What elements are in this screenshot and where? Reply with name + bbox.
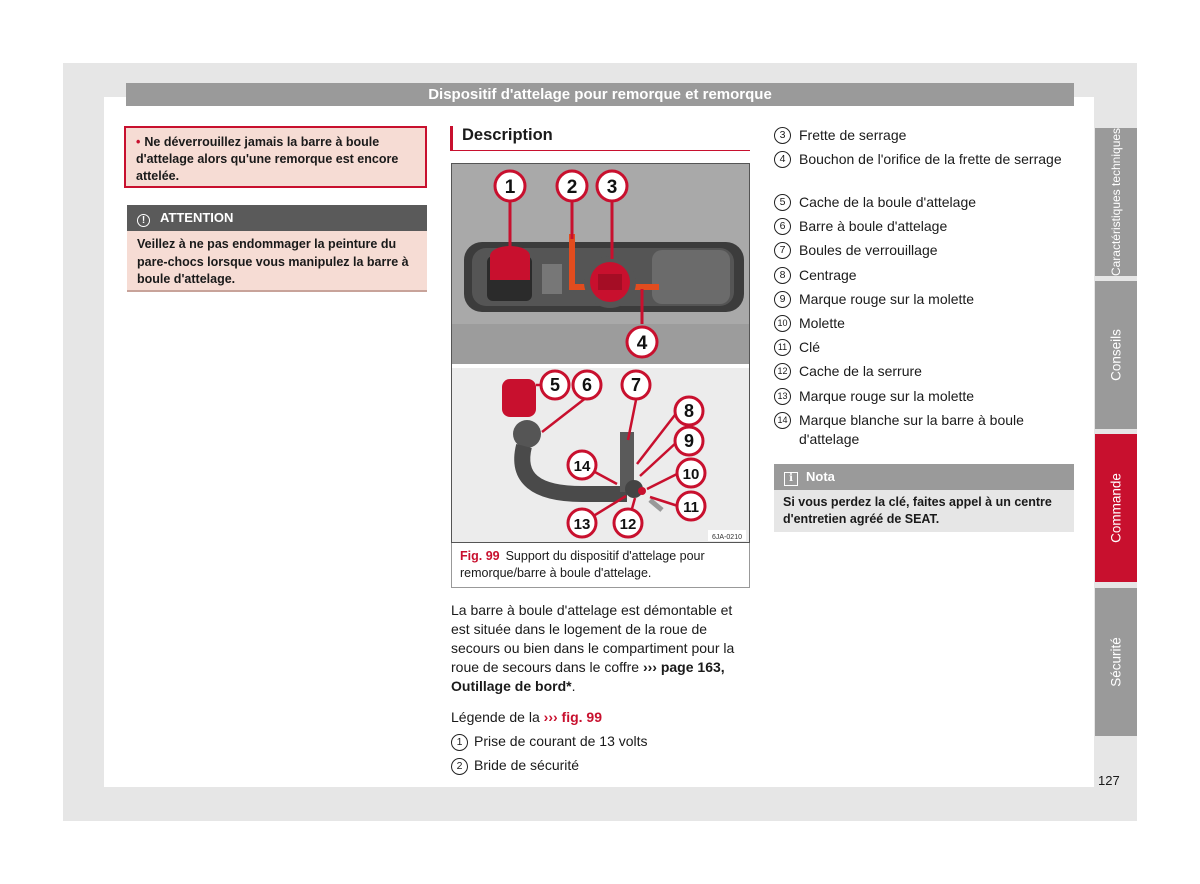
list-item-text: Frette de serrage bbox=[799, 127, 907, 143]
legend-prefix: Légende de la bbox=[451, 709, 540, 725]
figure-link[interactable]: ››› fig. 99 bbox=[543, 709, 602, 725]
note-header bbox=[774, 464, 1074, 490]
callout-5: 5 bbox=[549, 375, 561, 395]
exclamation-icon: ! bbox=[137, 214, 150, 227]
list-item-text: Boules de verrouillage bbox=[799, 242, 938, 258]
list-item-text: Cache de la serrure bbox=[799, 363, 922, 379]
number-badge: 12 bbox=[774, 363, 791, 380]
list-item bbox=[774, 314, 1074, 333]
list-item bbox=[774, 338, 1074, 357]
tab-securite[interactable] bbox=[1095, 588, 1137, 736]
list-item bbox=[774, 387, 1074, 406]
number-badge: 4 bbox=[774, 151, 791, 168]
list-item bbox=[451, 756, 579, 775]
bullet-icon: • bbox=[136, 135, 141, 149]
callout-12: 12 bbox=[619, 516, 637, 533]
warning-box bbox=[124, 126, 427, 188]
number-badge: 8 bbox=[774, 267, 791, 284]
callout-14: 14 bbox=[573, 458, 591, 475]
number-badge: 14 bbox=[774, 412, 791, 429]
callout-11: 11 bbox=[683, 499, 699, 516]
list-item bbox=[774, 217, 1074, 236]
warning-text: Ne déverrouillez jamais la barre à boule d'attelage alors qu'une remorque est encore attelée. bbox=[136, 135, 399, 183]
number-badge: 9 bbox=[774, 291, 791, 308]
info-icon: i bbox=[784, 472, 798, 486]
callout-13: 13 bbox=[573, 516, 591, 533]
attention-header bbox=[127, 205, 427, 231]
callout-8: 8 bbox=[683, 401, 695, 421]
list-item-text: Molette bbox=[799, 315, 845, 331]
tab-label: Sécurité bbox=[1108, 637, 1124, 687]
list-item bbox=[774, 193, 1074, 212]
section-title: Dispositif d'attelage pour remorque et remorque bbox=[126, 83, 1074, 106]
list-item-text: Prise de courant de 13 volts bbox=[474, 733, 648, 749]
list-item-text: Centrage bbox=[799, 267, 857, 283]
list-item-text: Marque rouge sur la molette bbox=[799, 388, 975, 404]
tab-label: Commande bbox=[1108, 473, 1124, 543]
number-badge: 11 bbox=[774, 339, 791, 356]
list-item-text: Bride de sécurité bbox=[474, 757, 580, 773]
page-number: 127 bbox=[1098, 773, 1120, 788]
callout-6: 6 bbox=[581, 375, 593, 395]
note-title: Nota bbox=[806, 469, 835, 484]
paragraph-end: . bbox=[571, 678, 576, 694]
callout-10: 10 bbox=[682, 466, 700, 483]
callout-4: 4 bbox=[636, 333, 648, 354]
callout-2: 2 bbox=[566, 177, 578, 198]
number-badge: 7 bbox=[774, 242, 791, 259]
number-badge: 2 bbox=[451, 758, 468, 775]
number-badge: 1 bbox=[451, 734, 468, 751]
figure-caption bbox=[451, 543, 750, 588]
list-item-text: Marque rouge sur la molette bbox=[799, 291, 975, 307]
callout-3: 3 bbox=[606, 177, 618, 198]
attention-title: ATTENTION bbox=[160, 210, 234, 225]
paragraph-text: La barre à boule d'attelage est démontable et est située dans le logement de la roue de secours ou bien dans le compartiment pour la roue de secours dans le coffre bbox=[451, 602, 735, 675]
tab-caracteristiques-techniques[interactable] bbox=[1095, 128, 1137, 276]
list-item-text: Clé bbox=[799, 339, 821, 355]
tow-hitch-illustration bbox=[452, 164, 750, 543]
legend-line bbox=[451, 708, 602, 727]
figure-code: 6JA-0210 bbox=[712, 534, 742, 541]
number-badge: 6 bbox=[774, 218, 791, 235]
list-item-text: Cache de la boule d'attelage bbox=[799, 194, 977, 210]
description-heading: Description bbox=[450, 126, 750, 151]
list-item bbox=[774, 290, 1074, 309]
number-badge: 5 bbox=[774, 194, 791, 211]
callout-7: 7 bbox=[630, 375, 642, 395]
list-item bbox=[774, 266, 1074, 285]
caption-text: Support du dispositif d'attelage pour remorque/barre à boule d'attelage. bbox=[460, 549, 705, 580]
list-item bbox=[774, 241, 1074, 260]
list-item bbox=[774, 411, 1074, 449]
number-badge: 10 bbox=[774, 315, 791, 332]
number-badge: 13 bbox=[774, 388, 791, 405]
tab-commande[interactable] bbox=[1095, 434, 1137, 582]
tab-label: Caractéristiques techniques bbox=[1109, 127, 1123, 277]
list-item bbox=[451, 732, 648, 751]
caption-ref: Fig. 99 bbox=[460, 549, 500, 563]
number-badge: 3 bbox=[774, 127, 791, 144]
list-item bbox=[774, 150, 1074, 169]
list-item-text: Marque blanche sur la barre à boule d'attelage bbox=[799, 412, 1024, 447]
tab-label: Conseils bbox=[1108, 329, 1124, 381]
page-link[interactable]: ››› page 163, Outillage de bord* bbox=[451, 659, 725, 694]
figure-tow-hitch bbox=[451, 163, 750, 543]
note-text: Si vous perdez la clé, faites appel à un centre d'entretien agréé de SEAT. bbox=[774, 490, 1074, 532]
callout-9: 9 bbox=[683, 431, 695, 451]
list-item-text: Bouchon de l'orifice de la frette de serrage bbox=[799, 151, 1062, 167]
callout-1: 1 bbox=[504, 177, 516, 198]
list-item bbox=[774, 126, 1074, 145]
attention-text: Veillez à ne pas endommager la peinture du pare-chocs lorsque vous manipulez la barre à boule d'attelage. bbox=[127, 231, 427, 292]
list-item-text: Barre à boule d'attelage bbox=[799, 218, 948, 234]
body-paragraph bbox=[451, 601, 753, 696]
tab-conseils[interactable] bbox=[1095, 281, 1137, 429]
list-item bbox=[774, 362, 1074, 381]
